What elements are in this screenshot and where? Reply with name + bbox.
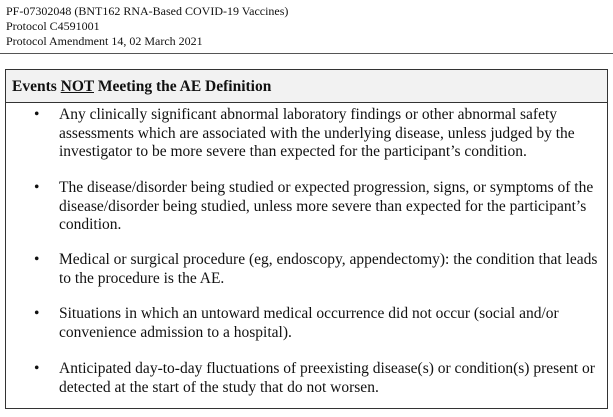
events-not-ae-table: [5, 69, 608, 409]
title-suffix: Meeting the AE Definition: [93, 78, 272, 95]
bullet-icon: •: [34, 179, 40, 196]
list-item-text: Situations in which an untoward medical occurrence did not occur (social and/or convenience admission to a hospital).: [59, 305, 559, 341]
title-emphasis: NOT: [60, 78, 94, 95]
list-item: [34, 360, 599, 397]
list-item-text: Anticipated day-to-day fluctuations of preexisting disease(s) or condition(s) present or detected at the start of the study that do not worsen.: [59, 360, 595, 396]
list-item: [34, 305, 599, 342]
list-item: [34, 179, 599, 235]
bullet-icon: •: [34, 360, 40, 377]
bullet-icon: •: [34, 305, 40, 322]
list-item-text: The disease/disorder being studied or expected progression, signs, or symptoms of the disease/disorder being studied, unless more severe than expected for the participant’s condition.: [59, 179, 594, 233]
list-item-text: Any clinically significant abnormal laboratory findings or other abnormal safety assessments which are associated with the underlying disease, unless judged by the investigator to be more severe than expected for the participant’s condition.: [59, 106, 575, 160]
title-prefix: Events: [12, 78, 61, 95]
header-amendment-line: Protocol Amendment 14, 02 March 2021: [6, 34, 203, 48]
list-item: [34, 106, 599, 162]
header-protocol-line: Protocol C4591001: [6, 19, 100, 33]
bullet-icon: •: [34, 251, 40, 268]
list-item-text: Medical or surgical procedure (eg, endoscopy, appendectomy): the condition that leads to the procedure is the AE.: [59, 251, 598, 287]
document-header: [6, 4, 288, 49]
header-divider: [0, 53, 613, 54]
header-product-line: PF-07302048 (BNT162 RNA-Based COVID-19 Vaccines): [6, 4, 289, 18]
table-title: [6, 70, 607, 103]
list-item: [34, 251, 599, 288]
bullet-icon: •: [34, 106, 40, 123]
